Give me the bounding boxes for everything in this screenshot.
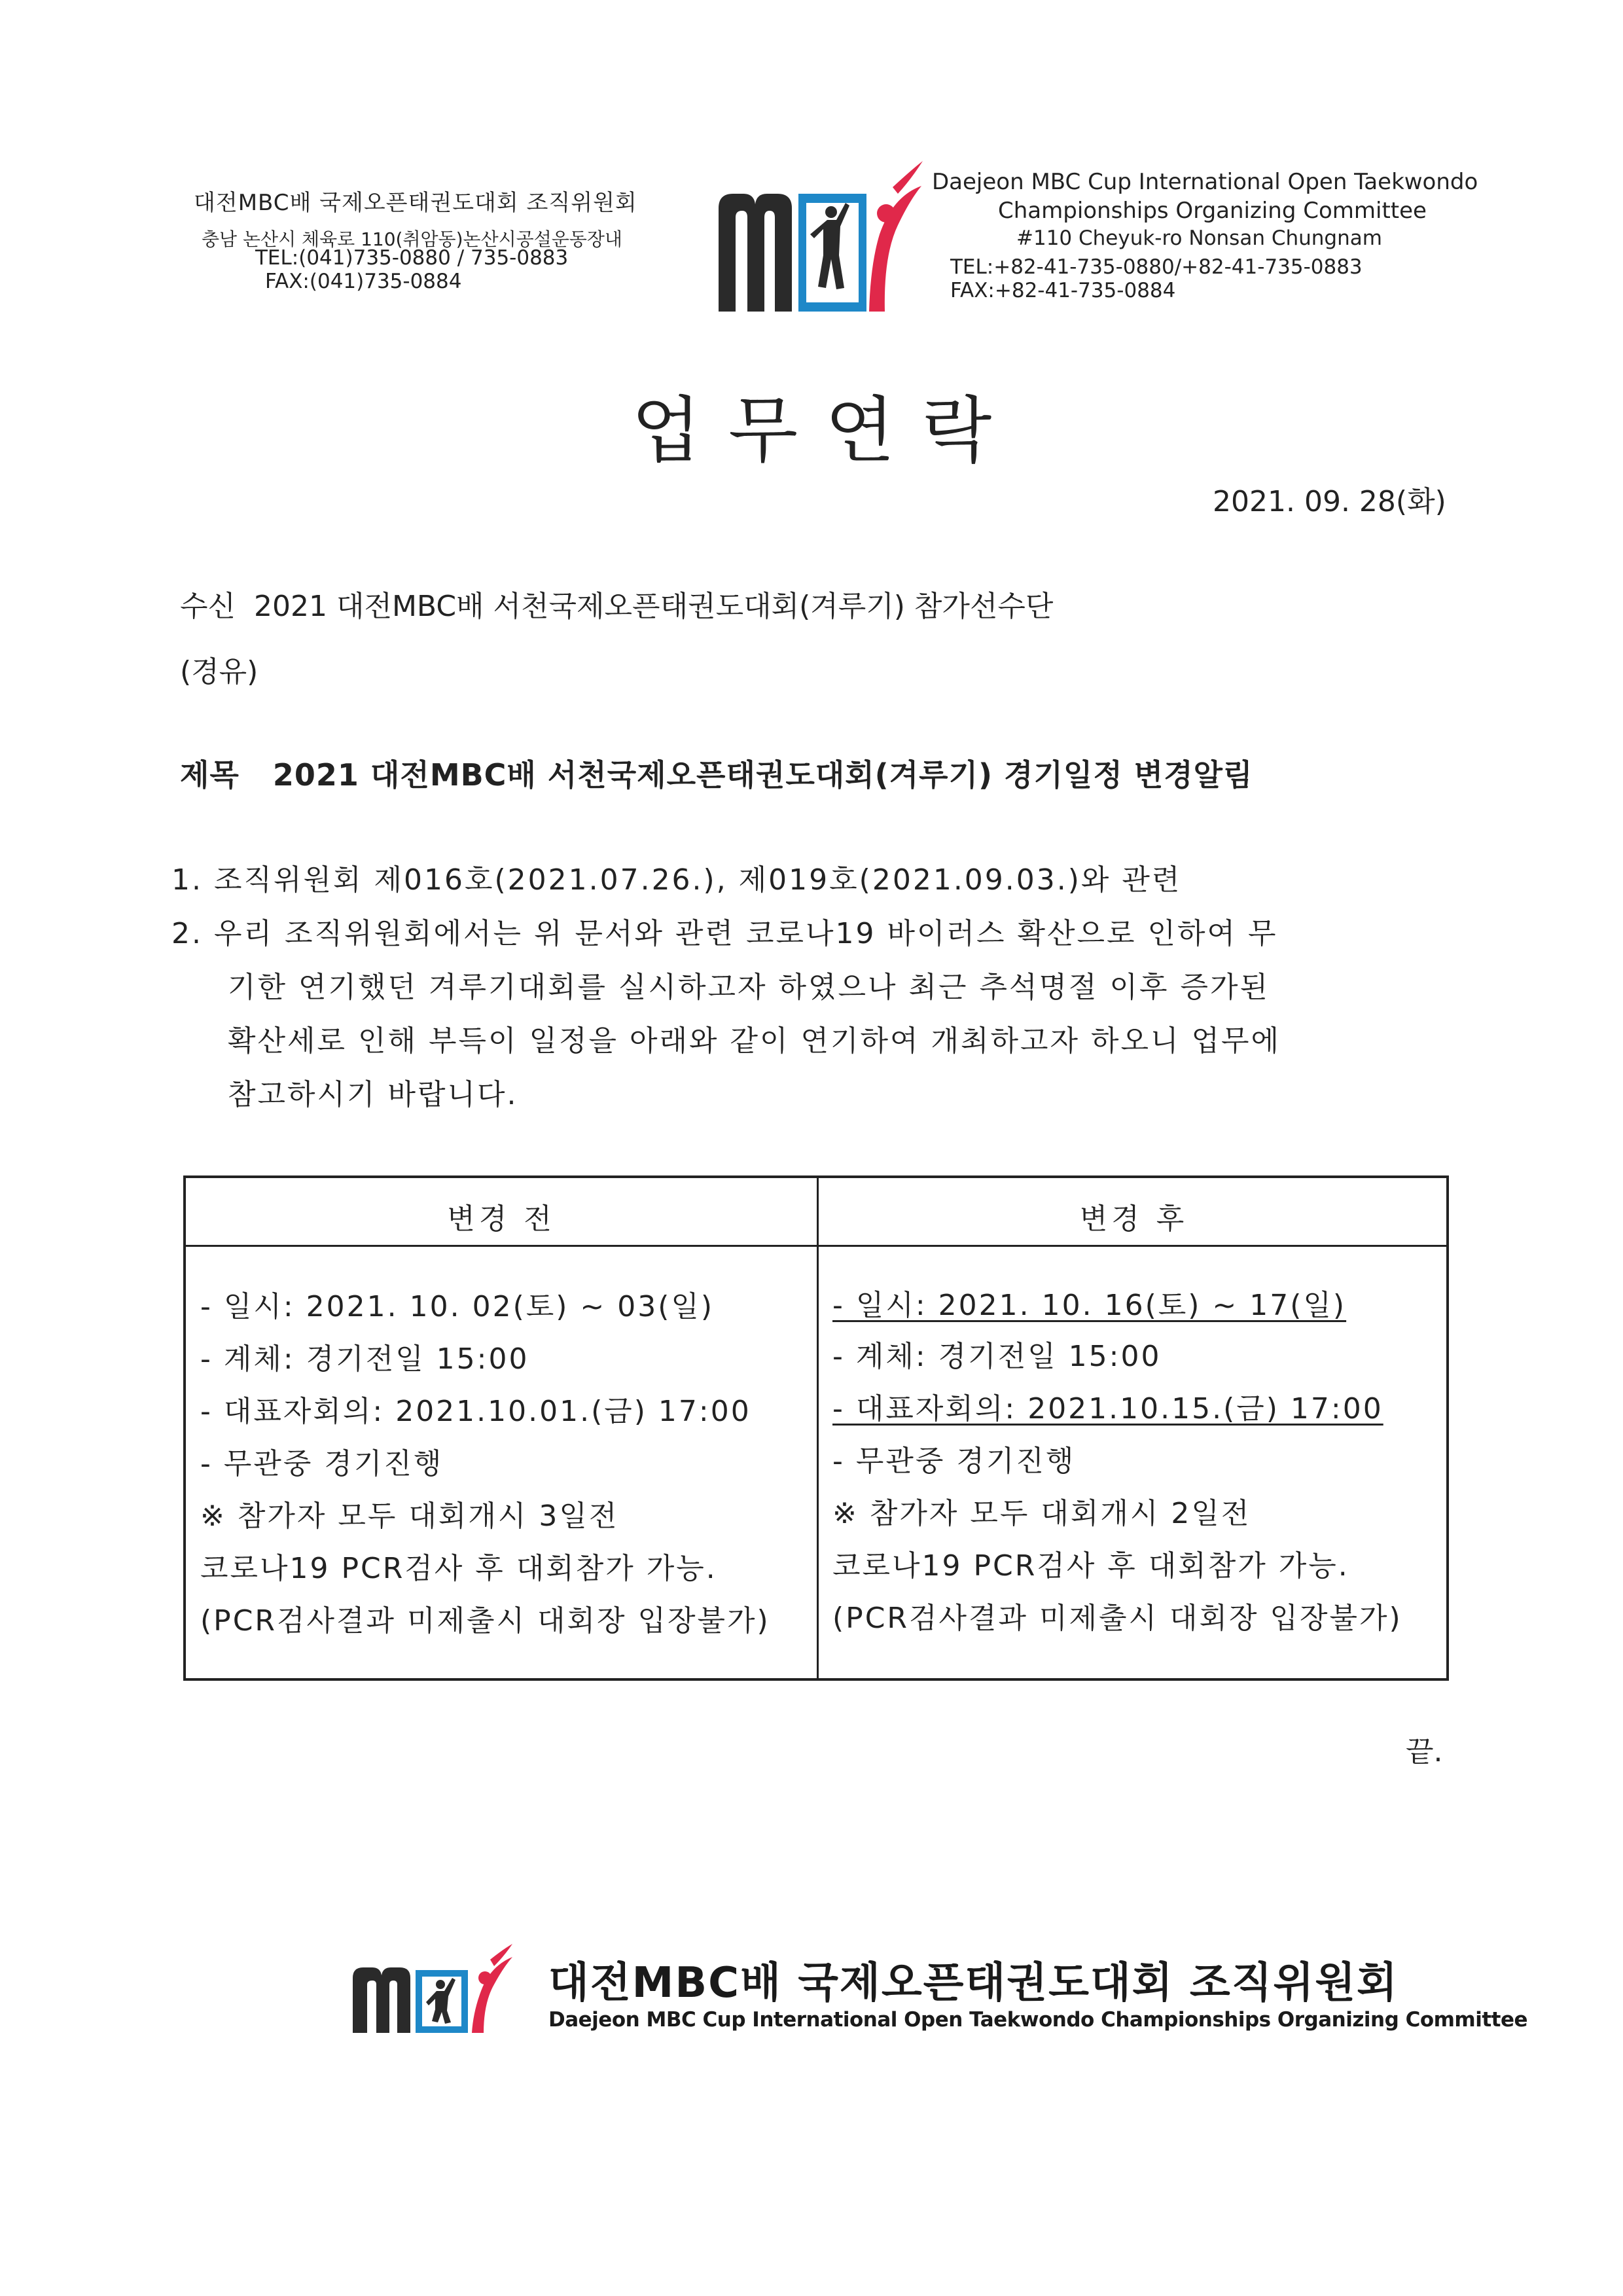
header-tel-en: TEL:+82-41-735-0880/+82-41-735-0883 [950, 255, 1363, 279]
before-notice-line: ※ 참가자 모두 대회개시 3일전 [200, 1499, 619, 1533]
header-fax-ko: FAX:(041)735-0884 [265, 270, 462, 293]
table-header-after: 변경 후 [1079, 1202, 1188, 1236]
schedule-change-table [183, 1175, 1449, 1681]
after-meeting-line: - 대표자회의: 2021.10.15.(금) 17:00 [832, 1392, 1383, 1426]
after-no-spectators-line: - 무관중 경기진행 [832, 1444, 1076, 1478]
paragraph-2-line-2: 기한 연기했던 겨루기대회를 실시하고자 하였으나 최근 추석명절 이후 증가된 [228, 971, 1270, 1004]
paragraph-2-line-3: 확산세로 인해 부득이 일정을 아래와 같이 연기하여 개최하고자 하오니 업무에 [228, 1024, 1281, 1058]
recipient-line: 수신 2021 대전MBC배 서천국제오픈태권도대회(겨루기) 참가선수단 [180, 590, 1054, 623]
before-pcr-note-line: (PCR검사결과 미제출시 대회장 입장불가) [200, 1604, 770, 1638]
after-weighin-line: - 계체: 경기전일 15:00 [832, 1340, 1162, 1373]
document-title: 업무연락 [631, 389, 1020, 473]
table-divider-horizontal [186, 1245, 1446, 1247]
via-line: (경유) [180, 655, 259, 689]
paragraph-2-line-4: 참고하시기 바랍니다. [228, 1078, 518, 1111]
before-no-spectators-line: - 무관중 경기진행 [200, 1447, 444, 1480]
footer-org-name-ko: 대전MBC배 국제오픈태권도대회 조직위원회 [548, 1959, 1399, 2007]
table-header-before: 변경 전 [447, 1202, 556, 1236]
paragraph-1: 1. 조직위원회 제016호(2021.07.26.), 제019호(2021.09.03.)와 관련 [171, 863, 1182, 897]
header-fax-en: FAX:+82-41-735-0884 [950, 279, 1176, 302]
header-org-name-ko: 대전MBC배 국제오픈태권도대회 조직위원회 [194, 190, 637, 216]
after-notice-line: ※ 참가자 모두 대회개시 2일전 [832, 1497, 1251, 1530]
header-address-en: #110 Cheyuk-ro Nonsan Chungnam [1016, 226, 1382, 250]
header-address-ko: 충남 논산시 체육로 110(취암동)논산시공설운동장내 [202, 228, 622, 250]
before-pcr-line: 코로나19 PCR검사 후 대회참가 가능. [200, 1552, 717, 1585]
header-tel-ko: TEL:(041)735-0880 / 735-0883 [255, 246, 569, 270]
after-pcr-line: 코로나19 PCR검사 후 대회참가 가능. [832, 1549, 1349, 1583]
header-org-name-en-line1: Daejeon MBC Cup International Open Taekwondo [932, 169, 1478, 195]
after-pcr-note-line: (PCR검사결과 미제출시 대회장 입장불가) [832, 1602, 1402, 1635]
before-meeting-line: - 대표자회의: 2021.10.01.(금) 17:00 [200, 1395, 751, 1428]
footer-org-name-en: Daejeon MBC Cup International Open Taekwondo Championships Organizing Committee [548, 2008, 1528, 2032]
end-mark: 끝. [1406, 1735, 1443, 1768]
before-date-line: - 일시: 2021. 10. 02(토) ~ 03(일) [200, 1290, 715, 1323]
after-date-line: - 일시: 2021. 10. 16(토) ~ 17(일) [832, 1289, 1347, 1322]
table-divider-vertical [817, 1178, 819, 1678]
before-weighin-line: - 계체: 경기전일 15:00 [200, 1342, 529, 1376]
mbc-logo [715, 157, 923, 314]
subject-line: 제목 2021 대전MBC배 서천국제오픈태권도대회(겨루기) 경기일정 변경알림 [180, 757, 1253, 793]
paragraph-2-line-1: 2. 우리 조직위원회에서는 위 문서와 관련 코로나19 바이러스 확산으로 인하여 무 [171, 917, 1278, 950]
footer-mbc-logo [350, 1944, 558, 2036]
document-date: 2021. 09. 28(화) [1213, 485, 1446, 518]
header-org-name-en-line2: Championships Organizing Committee [998, 198, 1427, 224]
